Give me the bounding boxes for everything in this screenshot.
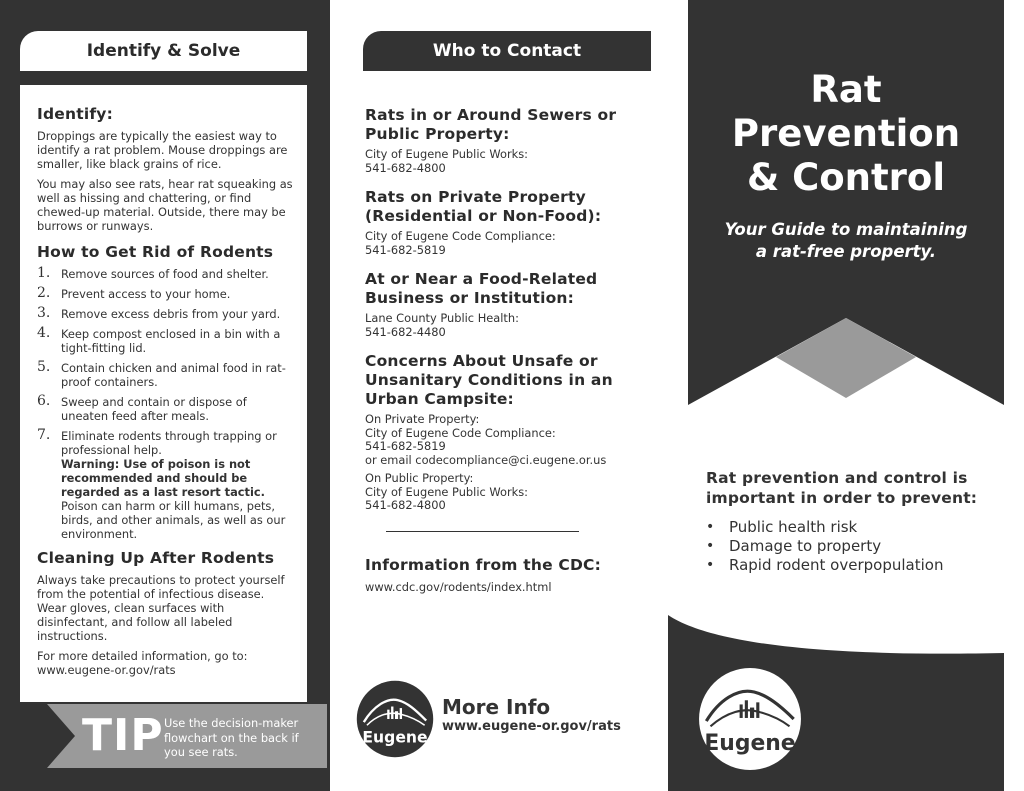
step-number: 1. [37, 265, 51, 281]
step-number: 4. [37, 325, 51, 341]
left-content [20, 85, 307, 702]
rid-heading: How to Get Rid of Rodents [37, 243, 274, 261]
contact-phone: 541-682-4800 [365, 498, 446, 512]
logo-wordmark: Eugene [362, 728, 428, 747]
contact-heading: At or Near a Food-Related Business or Institution: [365, 270, 598, 307]
contact-heading: Concerns About Unsafe or Unsanitary Conditions in an Urban Campsite: [365, 352, 613, 408]
subtitle-line: a rat-free property. [755, 242, 937, 261]
contact-phone: 541-682-4480 [365, 324, 446, 339]
divider [386, 531, 579, 532]
step-number: 6. [37, 393, 51, 409]
cover-subtitle [688, 219, 1004, 263]
list-item [37, 307, 293, 321]
title-line: & Control [746, 156, 946, 199]
list-item [37, 327, 293, 355]
rats-url-link[interactable]: www.eugene-or.gov/rats [37, 663, 176, 677]
contact-block-private [365, 188, 655, 257]
contact-org: City of Eugene Code Compliance: [365, 229, 556, 243]
step-number: 3. [37, 305, 51, 321]
contact-phone: 541-682-4800 [365, 160, 446, 175]
contact-org: Lane County Public Health: [365, 311, 519, 325]
step-text: Keep compost enclosed in a bin with a tight-fitting lid. [61, 327, 281, 355]
identify-solve-tab: Identify & Solve [20, 31, 307, 71]
more-info-url-link[interactable]: www.eugene-or.gov/rats [442, 719, 621, 734]
step-number: 7. [37, 427, 51, 443]
title-line: Rat [810, 68, 882, 111]
contact-phone: 541-682-5819 [365, 242, 446, 257]
contact-heading: Rats on Private Property (Residential or Non-Food): [365, 188, 602, 225]
step-text: Eliminate rodents through trapping or professional help. [61, 429, 277, 457]
prevention-heading: Rat prevention and control is important in order to prevent: [706, 469, 978, 507]
list-item: • Rapid rodent overpopulation [706, 556, 996, 575]
prevention-section [706, 469, 996, 575]
eugene-logo-icon [698, 667, 802, 771]
poison-note: Poison can harm or kill humans, pets, birds, and other animals, as well as our environment. [61, 499, 286, 541]
more-info-title: More Info [442, 695, 551, 719]
contact-org: City of Eugene Code Compliance: [365, 425, 556, 440]
contact-org: City of Eugene Public Works: [365, 484, 528, 499]
step-text: Remove excess debris from your yard. [61, 307, 281, 321]
cover-title [688, 68, 1004, 200]
cdc-url-link[interactable]: www.cdc.gov/rodents/index.html [365, 580, 552, 594]
title-line: Prevention [731, 112, 961, 155]
list-item: • Public health risk [706, 518, 996, 537]
cdc-section [365, 556, 655, 595]
list-item [37, 361, 293, 389]
private-label: On Private Property: [365, 412, 480, 426]
eugene-logo-icon [356, 680, 434, 758]
identify-paragraph-2: You may also see rats, hear rat squeaking as well as hissing and chattering, or find chewed-up material. Outside, there may be burrows or runways. [37, 177, 293, 233]
tip-text: Use the decision-maker flowchart on the back if you see rats. [164, 716, 299, 759]
contact-block-food [365, 270, 655, 339]
cover-background [688, 0, 1004, 410]
identify-heading: Identify: [37, 105, 113, 123]
step-text: Sweep and contain or dispose of uneaten feed after meals. [61, 395, 247, 423]
rid-steps-list [37, 267, 293, 541]
identify-paragraph-1: Droppings are typically the easiest way to identify a rat problem. Mouse droppings are smaller, like black grains of rice. [37, 129, 288, 171]
step-number: 2. [37, 285, 51, 301]
contact-org: City of Eugene Public Works: [365, 147, 528, 161]
who-to-contact-tab: Who to Contact [363, 31, 651, 71]
contact-heading: Rats in or Around Sewers or Public Property: [365, 106, 617, 143]
more-info-label: For more detailed information, go to: [37, 649, 248, 663]
list-item: • Damage to property [706, 537, 996, 556]
contact-block-campsite [365, 352, 655, 513]
prevention-list [706, 518, 996, 575]
tip-label: TIP [82, 710, 164, 761]
contacts-section [365, 106, 655, 526]
list-item [37, 287, 293, 301]
contact-phone: 541-682-5819 [365, 439, 446, 453]
subtitle-line: Your Guide to maintaining [724, 220, 968, 239]
step-text: Prevent access to your home. [61, 287, 231, 301]
cdc-heading: Information from the CDC: [365, 556, 602, 574]
step-text: Contain chicken and animal food in rat-proof containers. [61, 361, 286, 389]
list-item [37, 395, 293, 423]
contact-email[interactable]: or email codecompliance@ci.eugene.or.us [365, 452, 607, 467]
step-text: Remove sources of food and shelter. [61, 267, 269, 281]
step-number: 5. [37, 359, 51, 375]
public-label: On Public Property: [365, 471, 474, 485]
list-item [37, 267, 293, 281]
logo-wordmark: Eugene [704, 731, 796, 757]
contact-block-sewers [365, 106, 655, 175]
cleaning-heading: Cleaning Up After Rodents [37, 549, 275, 567]
poison-warning: Warning: Use of poison is not recommended and should be regarded as a last resort tactic. [61, 457, 265, 499]
list-item [37, 429, 293, 541]
cleaning-paragraph: Always take precautions to protect yourself from the potential of infectious disease. Wear gloves, clean surfaces with disinfectant, and follow all labeled instructions. [37, 573, 285, 643]
